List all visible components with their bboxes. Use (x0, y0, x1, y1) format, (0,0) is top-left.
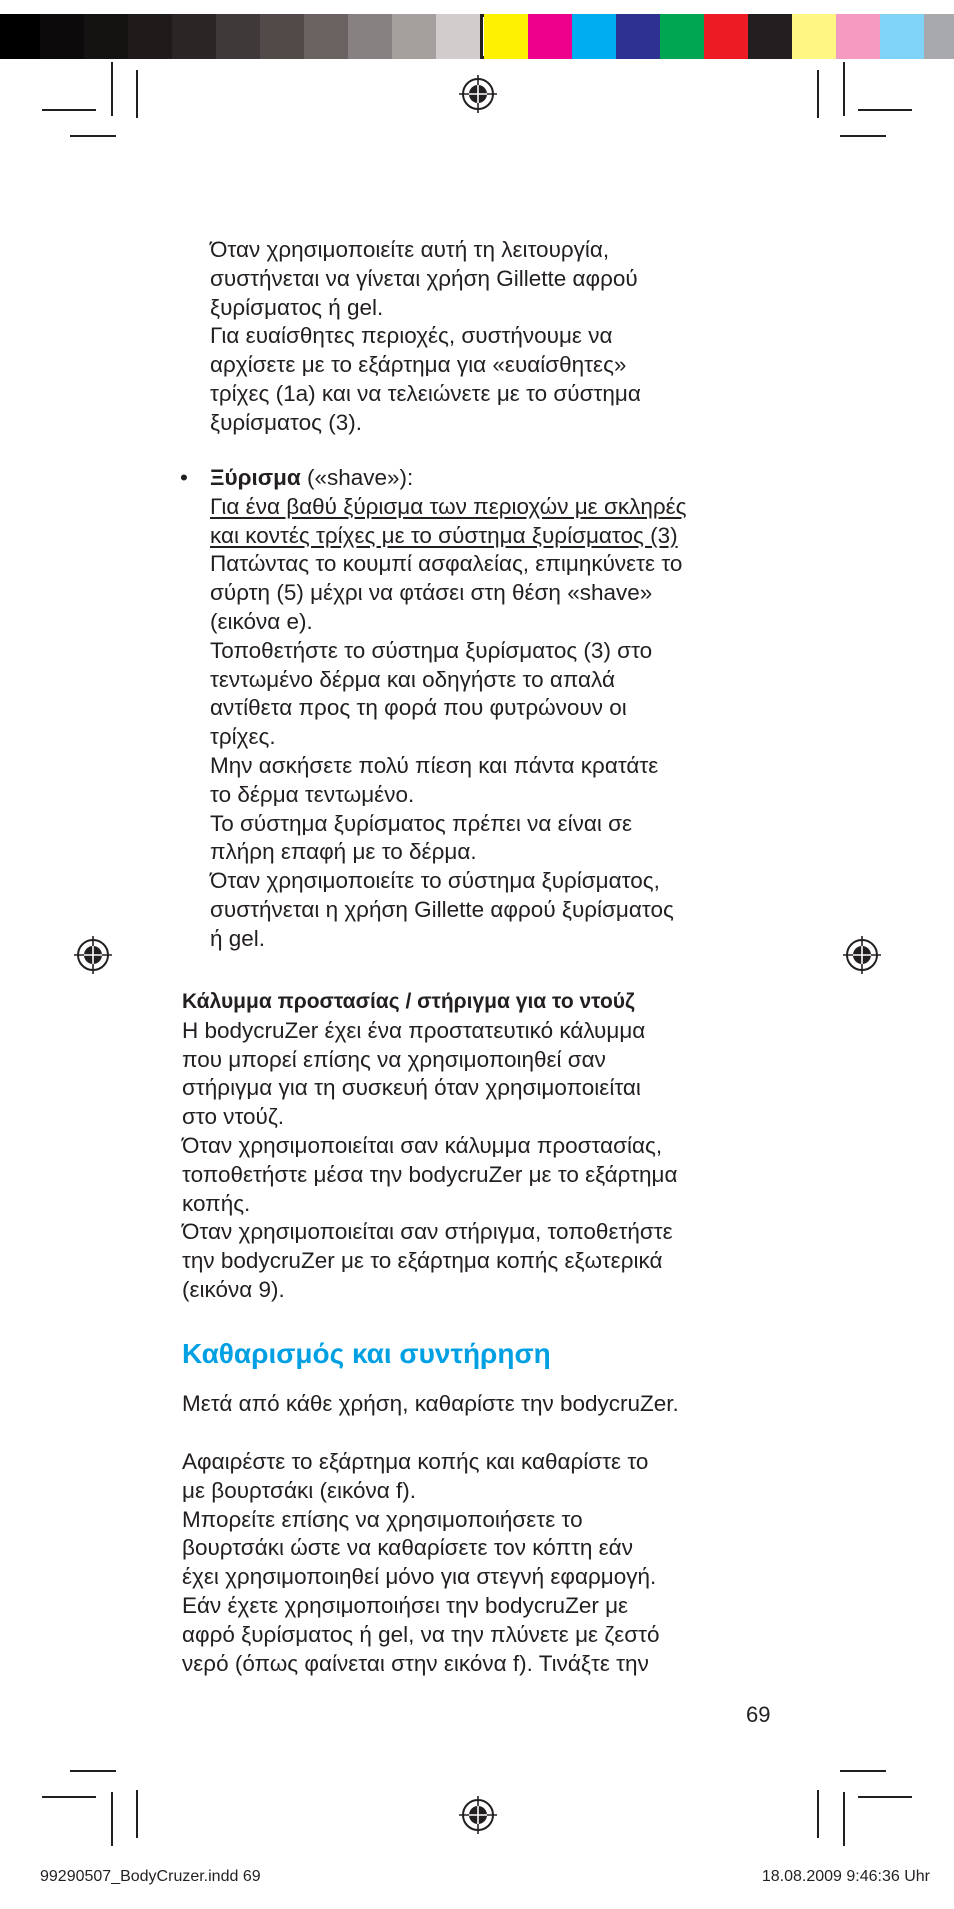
shave-title (210, 464, 782, 493)
text-line: ξυρίσματος (3). (210, 409, 362, 435)
cleaning-heading: Καθαρισμός και συντήρηση (182, 1338, 551, 1369)
text-line: Η bodycruZer έχει ένα προστατευτικό κάλυμμα (182, 1017, 646, 1043)
text-line: Όταν χρησιμοποιείται σαν κάλυμμα προστασίας, (182, 1132, 663, 1158)
crop-mark (42, 109, 96, 111)
text-line: Πατώντας το κουμπί ασφαλείας, επιμηκύνετε το (210, 551, 683, 577)
slug-filename: 99290507_BodyCruzer.indd 69 (40, 1868, 261, 1885)
text-line: Μπορείτε επίσης να χρησιμοποιήσετε το (182, 1506, 583, 1532)
color-swatch (392, 14, 436, 59)
text-line: κοπής. (182, 1190, 251, 1216)
text-line: στήριγμα για τη συσκευή όταν χρησιμοποιείται (182, 1075, 641, 1101)
crop-mark (70, 1770, 116, 1772)
text-line: στο ντούζ. (182, 1104, 285, 1130)
cleaning-body (182, 1448, 802, 1678)
shave-section (182, 464, 782, 954)
text-line: τεντωμένο δέρμα και οδηγήστε το απαλά (210, 666, 615, 692)
text-line: με βουρτσάκι (εικόνα f). (182, 1477, 416, 1503)
color-swatch (216, 14, 260, 59)
text-line: Το σύστημα ξυρίσματος πρέπει να είναι σε (210, 810, 633, 836)
color-swatch (880, 14, 924, 59)
shave-title-bold: Ξύρισμα (210, 465, 301, 490)
crop-mark (843, 62, 845, 116)
crop-mark (840, 135, 886, 137)
text-line: Όταν χρησιμοποιείτε το σύστημα ξυρίσματος, (210, 868, 660, 894)
crop-mark (136, 70, 138, 118)
intro-paragraph (210, 236, 810, 438)
cleaning-intro (182, 1390, 802, 1419)
text-line: συστήνεται να γίνεται χρήση Gillette αφρού (210, 265, 638, 291)
text-line: αφρό ξυρίσματος ή gel, να την πλύνετε με ζεστό (182, 1621, 660, 1647)
grayscale-color-bar (0, 14, 524, 59)
crop-mark (70, 135, 116, 137)
crop-mark (840, 1770, 886, 1772)
text-line: βουρτσάκι ώστε να καθαρίσετε τον κόπτη εάν (182, 1535, 633, 1561)
crop-mark (843, 1792, 845, 1846)
text-line: νερό (όπως φαίνεται στην εικόνα f). Τινάξτε την (182, 1650, 649, 1676)
text-line: (εικόνα 9). (182, 1276, 285, 1302)
text-line: τοποθετήστε μέσα την bodycruZer με το εξάρτημα (182, 1161, 678, 1187)
text-line: ξυρίσματος ή gel. (210, 294, 384, 320)
color-swatch (348, 14, 392, 59)
text-line: που μπορεί επίσης να χρησιμοποιηθεί σαν (182, 1046, 606, 1072)
text-line: Όταν χρησιμοποιείται σαν στήριγμα, τοποθετήστε (182, 1219, 673, 1245)
color-swatch (484, 14, 528, 59)
text-line: το δέρμα τεντωμένο. (210, 781, 415, 807)
text-line: ή gel. (210, 925, 266, 951)
crop-mark (111, 62, 113, 116)
text-line: Τοποθετήστε το σύστημα ξυρίσματος (3) στο (210, 637, 653, 663)
text-line: Αφαιρέστε το εξάρτημα κοπής και καθαρίστε το (182, 1449, 649, 1474)
slug-timestamp: 18.08.2009 9:46:36 Uhr (761, 1868, 930, 1885)
text-line: Εάν έχετε χρησιμοποιήσει την bodycruZer με (182, 1592, 629, 1618)
color-swatch (836, 14, 880, 59)
crop-mark (858, 1796, 912, 1798)
color-swatch (128, 14, 172, 59)
text-line: Όταν χρησιμοποιείτε αυτή τη λειτουργία, (210, 237, 610, 262)
color-swatch (436, 14, 480, 59)
text-line: συστήνεται η χρήση Gillette αφρού ξυρίσματος (210, 896, 674, 922)
registration-mark-icon (459, 75, 497, 113)
underlined-line: και κοντές τρίχες με το σύστημα ξυρίσματος (3) (210, 522, 678, 548)
crop-mark (858, 109, 912, 111)
text-line: Για ευαίσθητες περιοχές, συστήνουμε να (210, 323, 613, 349)
color-swatch (660, 14, 704, 59)
text-line: πλήρη επαφή με το δέρμα. (210, 839, 477, 865)
crop-mark (111, 1792, 113, 1846)
color-swatch (528, 14, 572, 59)
text-line: σύρτη (5) μέχρι να φτάσει στη θέση «shave» (210, 580, 653, 606)
shave-title-rest: («shave»): (300, 465, 414, 490)
crop-mark (42, 1796, 96, 1798)
color-swatch (172, 14, 216, 59)
registration-mark-icon (74, 936, 112, 974)
process-color-bar (484, 14, 954, 59)
text-line: Μην ασκήσετε πολύ πίεση και πάντα κρατάτε (210, 752, 659, 778)
registration-mark-icon (459, 1796, 497, 1834)
protection-heading: Κάλυμμα προστασίας / στήριγμα για το ντούζ (182, 990, 635, 1013)
text-line: την bodycruZer με το εξάρτημα κοπής εξωτερικά (182, 1248, 663, 1274)
bullet-icon: • (180, 465, 188, 490)
underlined-line: Για ένα βαθύ ξύρισμα των περιοχών με σκληρές (210, 493, 687, 519)
crop-mark (817, 1790, 819, 1838)
color-swatch (616, 14, 660, 59)
text-line: έχει χρησιμοποιηθεί μόνο για στεγνή εφαρμογή. (182, 1564, 657, 1590)
color-swatch (572, 14, 616, 59)
text-line: (εικόνα e). (210, 608, 313, 634)
text-line: τρίχες. (210, 724, 276, 750)
page-number: 69 (746, 1702, 771, 1727)
text-line: Μετά από κάθε χρήση, καθαρίστε την bodycruZer. (182, 1391, 679, 1416)
color-swatch (260, 14, 304, 59)
crop-mark (136, 1790, 138, 1838)
color-swatch (40, 14, 84, 59)
color-swatch (748, 14, 792, 59)
color-swatch (704, 14, 748, 59)
color-swatch (924, 14, 954, 59)
text-line: αρχίσετε με το εξάρτημα για «ευαίσθητες» (210, 352, 627, 378)
color-swatch (0, 14, 40, 59)
text-line: αντίθετα προς τη φορά που φυτρώνουν οι (210, 695, 627, 721)
crop-mark (817, 70, 819, 118)
color-swatch (84, 14, 128, 59)
protection-section (182, 988, 802, 1305)
color-swatch (792, 14, 836, 59)
color-swatch (304, 14, 348, 59)
registration-mark-icon (843, 936, 881, 974)
text-line: τρίχες (1a) και να τελειώνετε με το σύστημα (210, 380, 641, 406)
